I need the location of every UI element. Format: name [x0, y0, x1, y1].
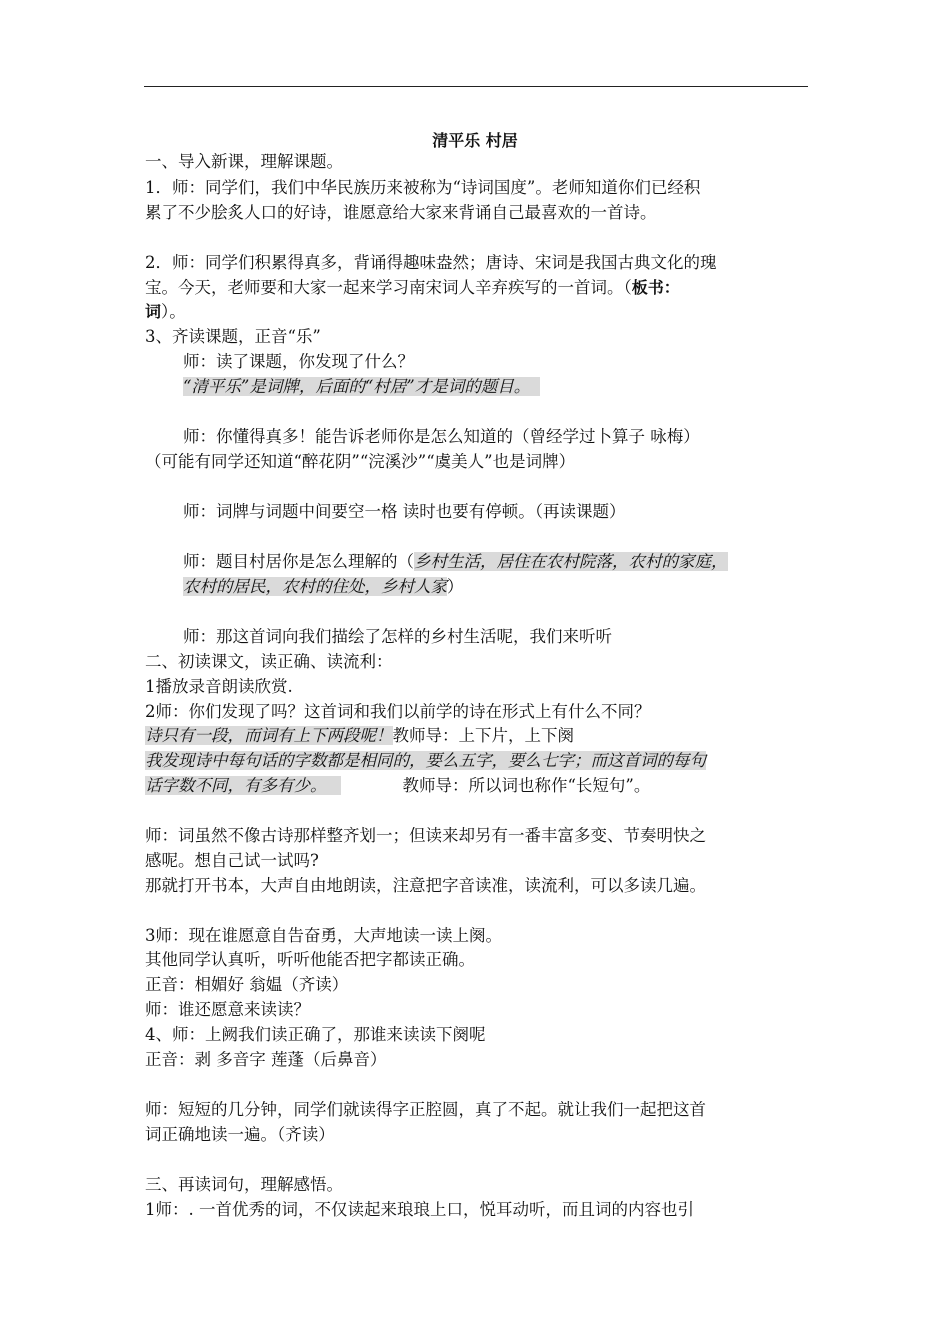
- paragraph-line: 1师：. 一首优秀的词，不仅读起来琅琅上口，悦耳动听，而且词的内容也引: [145, 1200, 694, 1219]
- section-heading-1: 一、导入新课，理解课题。: [145, 152, 343, 171]
- paragraph-line: 3、齐读课题，正音“乐”: [145, 327, 321, 346]
- paragraph-line: 2．师：同学们积累得真多，背诵得趣味盎然；唐诗、宋词是我国古典文化的瑰: [145, 253, 717, 272]
- paragraph-line: 师：词牌与词题中间要空一格 读时也要有停顿。（再读课题）: [183, 502, 626, 521]
- paragraph-text: 教师导：上下片，上下阕: [392, 726, 574, 745]
- paragraph-text: ）: [447, 577, 464, 596]
- board-note-bold: 词: [145, 302, 162, 321]
- highlighted-text: 诗只有一段，而词有上下两段呢！: [145, 726, 393, 745]
- paragraph-line: 师：词虽然不像古诗那样整齐划一；但读来却另有一番丰富多变、节奏明快之: [145, 826, 706, 845]
- paragraph-line: 师：短短的几分钟，同学们就读得字正腔圆，真了不起。就让我们一起把这首: [145, 1100, 706, 1119]
- paragraph-line: 3师：现在谁愿意自告奋勇，大声地读一读上阕。: [145, 926, 502, 945]
- paragraph-line: [183, 551, 728, 573]
- paragraph-line: [145, 725, 574, 747]
- highlighted-text: 乡村生活，居住在农村院落，农村的家庭，: [414, 552, 728, 571]
- highlighted-text: “清平乐”是词牌，后面的“村居”才是词的题目。: [183, 377, 540, 396]
- paragraph-line: 感呢。想自己试一试吗?: [145, 851, 319, 870]
- paragraph-line: （可能有同学还知道“醉花阴”“浣溪沙”“虞美人”也是词牌）: [145, 452, 576, 471]
- paragraph-line: 1．师：同学们，我们中华民族历来被称为“诗词国度”。老师知道你们已经积: [145, 178, 701, 197]
- highlighted-answer: [183, 376, 540, 398]
- paragraph-line: 2师：你们发现了吗？这首词和我们以前学的诗在形式上有什么不同？: [145, 702, 651, 721]
- paragraph-line: 那就打开书本，大声自由地朗读，注意把字音读准，读流利，可以多读几遍。: [145, 876, 706, 895]
- paragraph-line: 师：读了课题，你发现了什么？: [183, 352, 414, 371]
- paragraph-text: 教师导：所以词也称作“长短句”。: [402, 776, 651, 795]
- paragraph-line: 1播放录音朗读欣赏.: [145, 677, 293, 696]
- paragraph-line: 其他同学认真听，听听他能否把字都读正确。: [145, 950, 475, 969]
- highlighted-text: 我发现诗中每句话的字数都是相同的，要么五字，要么七字；而这首词的每句: [145, 751, 706, 770]
- highlighted-text: 话字数不同，有多有少。: [145, 776, 341, 795]
- paragraph-line: 正音：相媚好 翁媪（齐读）: [145, 975, 349, 994]
- paragraph-text: 师：题目村居你是怎么理解的（: [183, 552, 414, 571]
- paragraph-line: 累了不少脍炙人口的好诗，谁愿意给大家来背诵自己最喜欢的一首诗。: [145, 203, 657, 222]
- paragraph-line: 正音：剥 多音字 莲蓬（后鼻音）: [145, 1050, 387, 1069]
- paragraph-line: [145, 277, 680, 299]
- paragraph-line: 师：谁还愿意来读读？: [145, 1000, 310, 1019]
- document-title: 清平乐 村居: [432, 131, 518, 150]
- board-note-bold: 板书：: [631, 278, 680, 297]
- paragraph-line: [183, 576, 464, 598]
- section-heading-2: 二、初读课文，读正确、读流利：: [145, 652, 393, 671]
- paragraph-text: ）。: [161, 302, 186, 321]
- paragraph-line: 4、师：上阙我们读正确了，那谁来读读下阕呢: [145, 1025, 486, 1044]
- paragraph-line: 词正确地读一遍。（齐读）: [145, 1125, 335, 1144]
- highlighted-answer: [145, 750, 706, 772]
- header-rule: [144, 86, 808, 87]
- paragraph-line: [145, 301, 186, 323]
- highlighted-text: 农村的居民，农村的住处，乡村人家: [183, 577, 447, 596]
- paragraph-line: 师：你懂得真多！能告诉老师你是怎么知道的（曾经学过卜算子 咏梅）: [183, 427, 700, 446]
- section-heading-3: 三、再读词句，理解感悟。: [145, 1175, 343, 1194]
- paragraph-text: 宝。今天，老师要和大家一起来学习南宋词人辛弃疾写的一首词。（: [145, 278, 632, 297]
- paragraph-line: 师：那这首词向我们描绘了怎样的乡村生活呢，我们来听听: [183, 627, 612, 646]
- paragraph-line: [145, 775, 650, 797]
